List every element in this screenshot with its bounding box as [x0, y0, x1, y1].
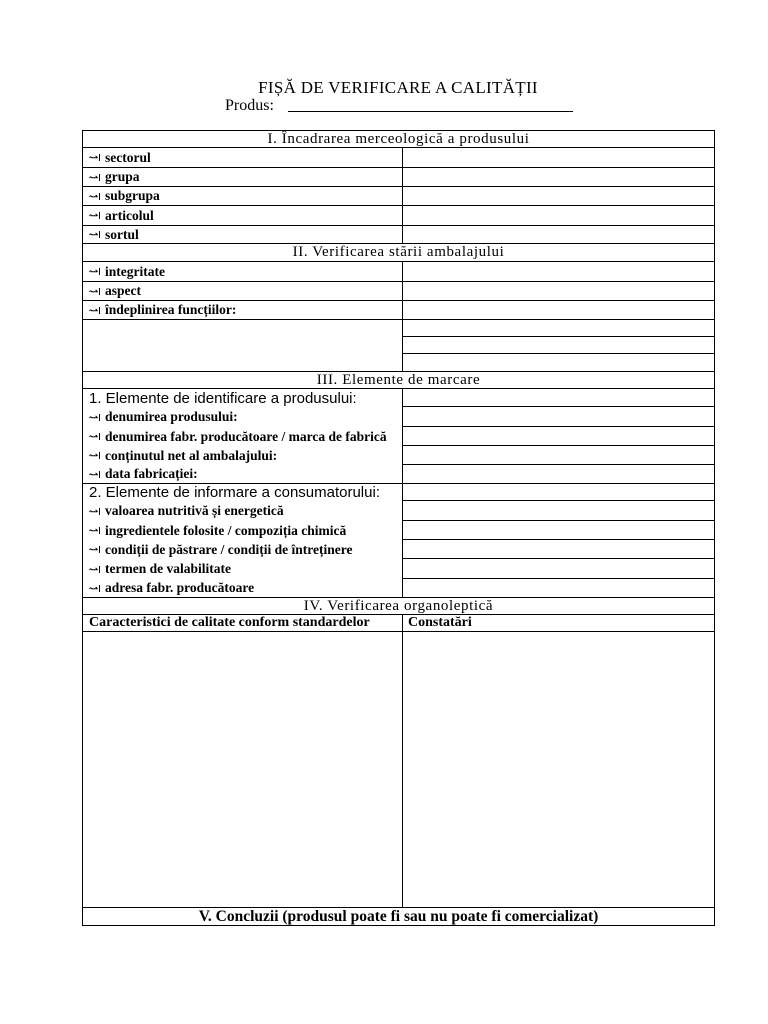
criterion-label: condiții de păstrare / condiții de întreținere	[105, 541, 353, 557]
criterion-cell-aspect	[83, 282, 403, 301]
answer-cell	[403, 206, 715, 226]
criterion-cell-sectorul	[83, 148, 403, 168]
arrow-to-bar-icon	[89, 545, 101, 554]
criterion-cell-functii	[83, 301, 403, 320]
arrow-to-bar-icon	[89, 153, 101, 162]
arrow-to-bar-icon	[89, 432, 101, 441]
page-title: FIȘĂ DE VERIFICARE A CALITĂȚII	[258, 78, 538, 97]
answer-cell	[403, 262, 715, 282]
answer-cell	[403, 187, 715, 206]
answer-cell	[403, 501, 715, 521]
arrow-to-bar-icon	[89, 306, 101, 315]
criterion-cell-sortul	[83, 226, 403, 244]
blank-cell	[83, 320, 403, 372]
group-label-consumer-info: 2. Elemente de informare a consumatorului:	[83, 484, 403, 501]
answer-cell	[403, 148, 715, 168]
section-heading-2: II. Verificarea stării ambalajului	[83, 244, 715, 262]
answer-cell	[403, 446, 715, 465]
criterion-label: sectorul	[105, 149, 151, 165]
answer-cell	[403, 484, 715, 501]
answer-cell	[403, 521, 715, 540]
answer-cell	[403, 389, 715, 407]
arrow-to-bar-icon	[89, 451, 101, 460]
answer-cell	[403, 320, 715, 337]
criterion-label: sortul	[105, 226, 139, 242]
product-label: Produs:	[225, 97, 274, 114]
arrow-to-bar-icon	[89, 173, 101, 182]
criterion-cell-data	[83, 465, 403, 484]
criterion-cell-conditii	[83, 540, 403, 559]
characteristics-area	[83, 632, 403, 908]
criterion-cell-continut	[83, 446, 403, 465]
criterion-cell-termen	[83, 559, 403, 579]
arrow-to-bar-icon	[89, 526, 101, 535]
answer-cell	[403, 559, 715, 579]
criterion-label: denumirea fabr. producătoare / marca de fabrică	[105, 428, 387, 444]
answer-cell	[403, 337, 715, 354]
section-heading-3: III. Elemente de marcare	[83, 372, 715, 389]
criterion-label: conținutul net al ambalajului:	[105, 447, 278, 463]
section-heading-4: IV. Verificarea organoleptică	[83, 598, 715, 615]
section-heading-5: V. Concluzii (produsul poate fi sau nu poate fi comercializat)	[83, 908, 715, 926]
answer-cell	[403, 579, 715, 598]
answer-cell	[403, 465, 715, 484]
criterion-label: integritate	[105, 263, 165, 279]
criterion-cell-adresa	[83, 579, 403, 598]
arrow-to-bar-icon	[89, 470, 101, 479]
criterion-cell-ingrediente	[83, 521, 403, 540]
arrow-to-bar-icon	[89, 211, 101, 220]
criterion-label: ingredientele folosite / compoziția chimică	[105, 522, 347, 538]
answer-cell	[403, 354, 715, 372]
column-header-characteristics: Caracteristici de calitate conform standardelor	[83, 615, 403, 632]
answer-cell	[403, 407, 715, 427]
arrow-to-bar-icon	[89, 287, 101, 296]
criterion-label: articolul	[105, 207, 154, 223]
criterion-label: data fabricației:	[105, 466, 198, 482]
criterion-cell-grupa	[83, 168, 403, 187]
answer-cell	[403, 282, 715, 301]
arrow-to-bar-icon	[89, 507, 101, 516]
criterion-label: îndeplinirea funcțiilor:	[105, 302, 237, 318]
criterion-cell-subgrupa	[83, 187, 403, 206]
criterion-label: valoarea nutritivă și energetică	[105, 503, 284, 519]
product-blank-field	[288, 98, 573, 112]
arrow-to-bar-icon	[89, 267, 101, 276]
answer-cell	[403, 540, 715, 559]
answer-cell	[403, 301, 715, 320]
arrow-to-bar-icon	[89, 584, 101, 593]
answer-cell	[403, 226, 715, 244]
answer-cell	[403, 168, 715, 187]
findings-area	[403, 632, 715, 908]
answer-cell	[403, 427, 715, 446]
criterion-cell-valoare	[83, 501, 403, 521]
arrow-to-bar-icon	[89, 565, 101, 574]
criterion-label: adresa fabr. producătoare	[105, 580, 255, 596]
criterion-cell-producator	[83, 427, 403, 446]
arrow-to-bar-icon	[89, 413, 101, 422]
arrow-to-bar-icon	[89, 230, 101, 239]
criterion-label: subgrupa	[105, 188, 160, 204]
criterion-cell-integritate	[83, 262, 403, 282]
product-line	[225, 96, 573, 115]
column-header-findings: Constatări	[403, 615, 715, 632]
arrow-to-bar-icon	[89, 192, 101, 201]
criterion-label: grupa	[105, 169, 140, 185]
criterion-label: denumirea produsului:	[105, 409, 238, 425]
quality-check-form	[82, 130, 715, 926]
criterion-cell-denumire	[83, 407, 403, 427]
section-heading-1: I. Încadrarea merceologică a produsului	[83, 131, 715, 148]
criterion-label: aspect	[105, 283, 141, 299]
criterion-label: termen de valabilitate	[105, 561, 231, 577]
group-label-identification: 1. Elemente de identificare a produsului:	[83, 389, 403, 407]
criterion-cell-articolul	[83, 206, 403, 226]
